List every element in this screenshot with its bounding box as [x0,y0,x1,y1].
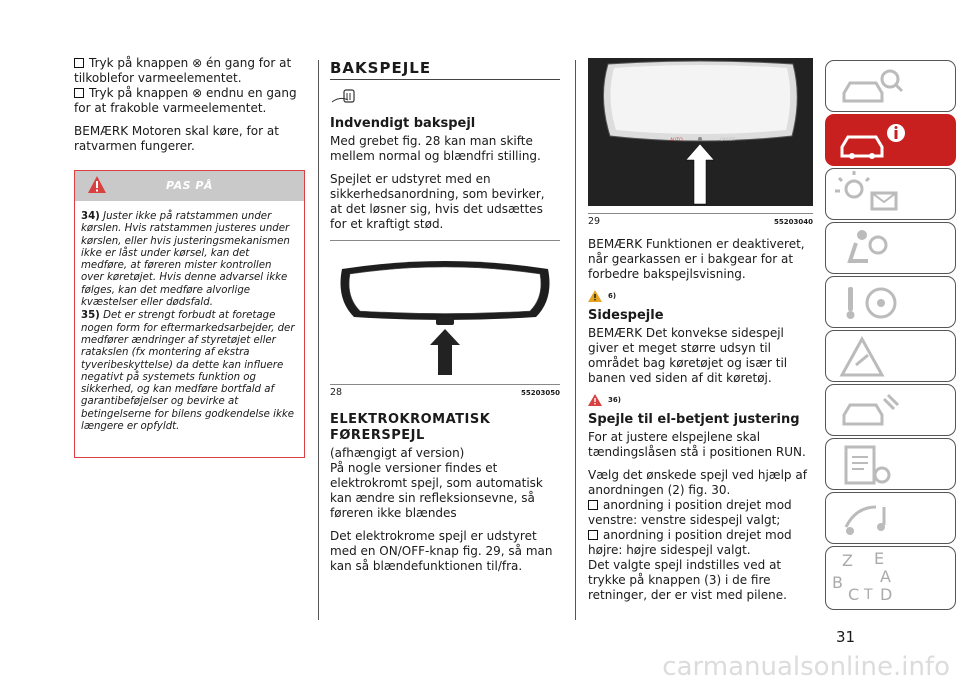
rearview-mirror-image [330,249,560,377]
warning-num-34: 34) [81,211,100,222]
warning-text-35: Det er strengt forbudt at foretage nogen form for eftermarkedsarbejder, der medfører ændringer af styretøjet eller ratakslen (fx montering af ekstra tyveribeskyttelse) da dette kan influere negativt på systemets funktion og sikkerhed, og kan medføre bortfald af garantibeføjelser og bevirke at betingelserne for bilens godkendelse ikke længere er opfyldt. [81,310,295,433]
warning-triangle-icon [588,290,602,302]
electrochromic-text-2: Det elektrokrome spejl er udstyret med en ON/OFF-knap fig. 29, så man kan så blændefunktionen til/fra. [330,529,553,573]
steering-wheel-icon [826,277,957,329]
power-mirrors-text-3: Det valgte spejl indstilles ved at trykke på knappen (3) i de fire retninger, der er vist med pilene. [588,558,787,602]
column-1 [74,0,306,154]
reverse-gear-note: BEMÆRK Funktionen er deaktiveret, når gearkassen er i bakgear for at forbedre bakspejlsvisning. [588,237,805,281]
warning-box [74,170,305,458]
warning-title: PAS PÅ [166,179,213,192]
emergency-icon [826,331,957,383]
bullet-heat-off: Tryk på knappen ⊗ endnu en gang for at frakoble varmeelementet. [74,86,306,116]
tab-technical-data[interactable] [825,438,956,490]
section-title: BAKSPEJLE [330,59,432,77]
car-service-icon [826,385,957,437]
bullet-right-mirror: anordning i position drejet mod højre: højre sidespejl valgt. [588,528,813,558]
tab-getting-to-know-car[interactable] [825,114,956,166]
ref-6 [588,290,813,302]
inner-mirror-heading: Indvendigt bakspejl [330,116,476,131]
warning-triangle-icon [588,394,602,406]
index-letter-b: B [832,573,843,592]
side-mirrors-heading: Sidespejle [588,308,664,323]
mirror-auto-label: AUTO [670,138,683,143]
bullet-left-mirror: anordning i position drejet mod venstre: venstre sidespejl valgt; [588,498,813,528]
tab-index[interactable] [825,546,956,610]
inner-mirror-text-2: Spejlet er udstyret med en sikkerhedsanordning, som bevirker, at det løsner sig, hvis det udsættes for et kraftigt stød. [330,172,545,231]
tab-car-overview[interactable] [825,60,956,112]
airbag-seat-icon [826,223,957,275]
warning-lights-icon [826,169,957,221]
mirror-with-button-image [588,58,813,206]
tab-warning-lights[interactable] [825,168,956,220]
figure-28-number: 28 [330,387,343,398]
heat-note: BEMÆRK Motoren skal køre, for at ratvarmen fungerer. [74,124,279,153]
multimedia-icon [826,493,957,545]
inner-mirror-text-1: Med grebet fig. 28 kan man skifte mellem normal og blændfri stilling. [330,134,541,163]
power-mirrors-heading: Spejle til el-betjent justering [588,412,800,427]
index-letter-c: C [848,585,860,604]
figure-28 [330,240,560,398]
figure-29-code: 55203040 [774,217,813,226]
document-settings-icon [826,439,957,491]
ref-6-label: 6) [608,292,617,300]
power-mirrors-text-1: For at justere elspejlene skal tændingslåsen stå i positionen RUN. [588,430,806,459]
index-letter-d: D [880,585,893,604]
index-letter-t: T [864,587,873,603]
page-number: 31 [836,628,856,646]
tab-emergency[interactable] [825,330,956,382]
side-mirrors-text: BEMÆRK Det konvekse sidespejl giver et meget større udsyn til området bag køretøjet og især til banen ved siden af dit køretøj. [588,326,788,385]
warning-text [75,201,304,433]
index-letter-a: A [880,567,891,586]
ref-36-label: 36) [608,396,621,404]
warning-text-34: Juster ikke på ratstammen under kørslen. Hvis ratstammen justeres under kørslen, eller hvis justeringsmekanismen ikke er låst under kørsel, kan det medføre, at føreren mister kontrollen over køretøjet. Hvis denne advarsel ikke følges, kan det medføre alvorlige kvæstelser eller dødsfald. [81,211,290,309]
bullet-heat-on: Tryk på knappen ⊗ én gang for at tilkoblefor varmeelementet. [74,56,306,86]
column-divider [575,60,576,620]
tab-safety[interactable] [825,222,956,274]
tab-multimedia[interactable] [825,492,956,544]
electrochromic-version: (afhængigt af version) [330,446,465,460]
index-letter-z: Z [842,551,853,570]
watermark: carmanualsonline.info [662,652,950,682]
index-letter-e: E [874,549,885,568]
warning-num-35: 35) [81,310,100,322]
mirror-symbol-icon [330,88,360,106]
tab-service[interactable] [825,384,956,436]
column-divider [318,60,319,620]
electrochromic-text-1: På nogle versioner findes et elektrokromt spejl, som automatisk kan ændre sin refleksionsevne, så føreren ikke blændes [330,461,543,520]
warning-header [75,171,304,201]
tab-starting-driving[interactable] [825,276,956,328]
figure-28-code: 55203050 [521,388,560,397]
column-3 [588,0,813,603]
figure-29 [588,58,813,227]
car-search-icon [826,61,957,113]
column-2 [330,0,560,574]
car-info-icon [826,115,957,167]
electrochromic-heading: ELEKTROKROMATISK FØRERSPEJL [330,412,491,443]
ref-36 [588,394,813,406]
figure-29-number: 29 [588,216,601,227]
power-mirrors-text-2: Vælg det ønskede spejl ved hjælp af anordningen (2) fig. 30. [588,468,807,497]
mirror-onset-label: ONSET [720,138,736,143]
